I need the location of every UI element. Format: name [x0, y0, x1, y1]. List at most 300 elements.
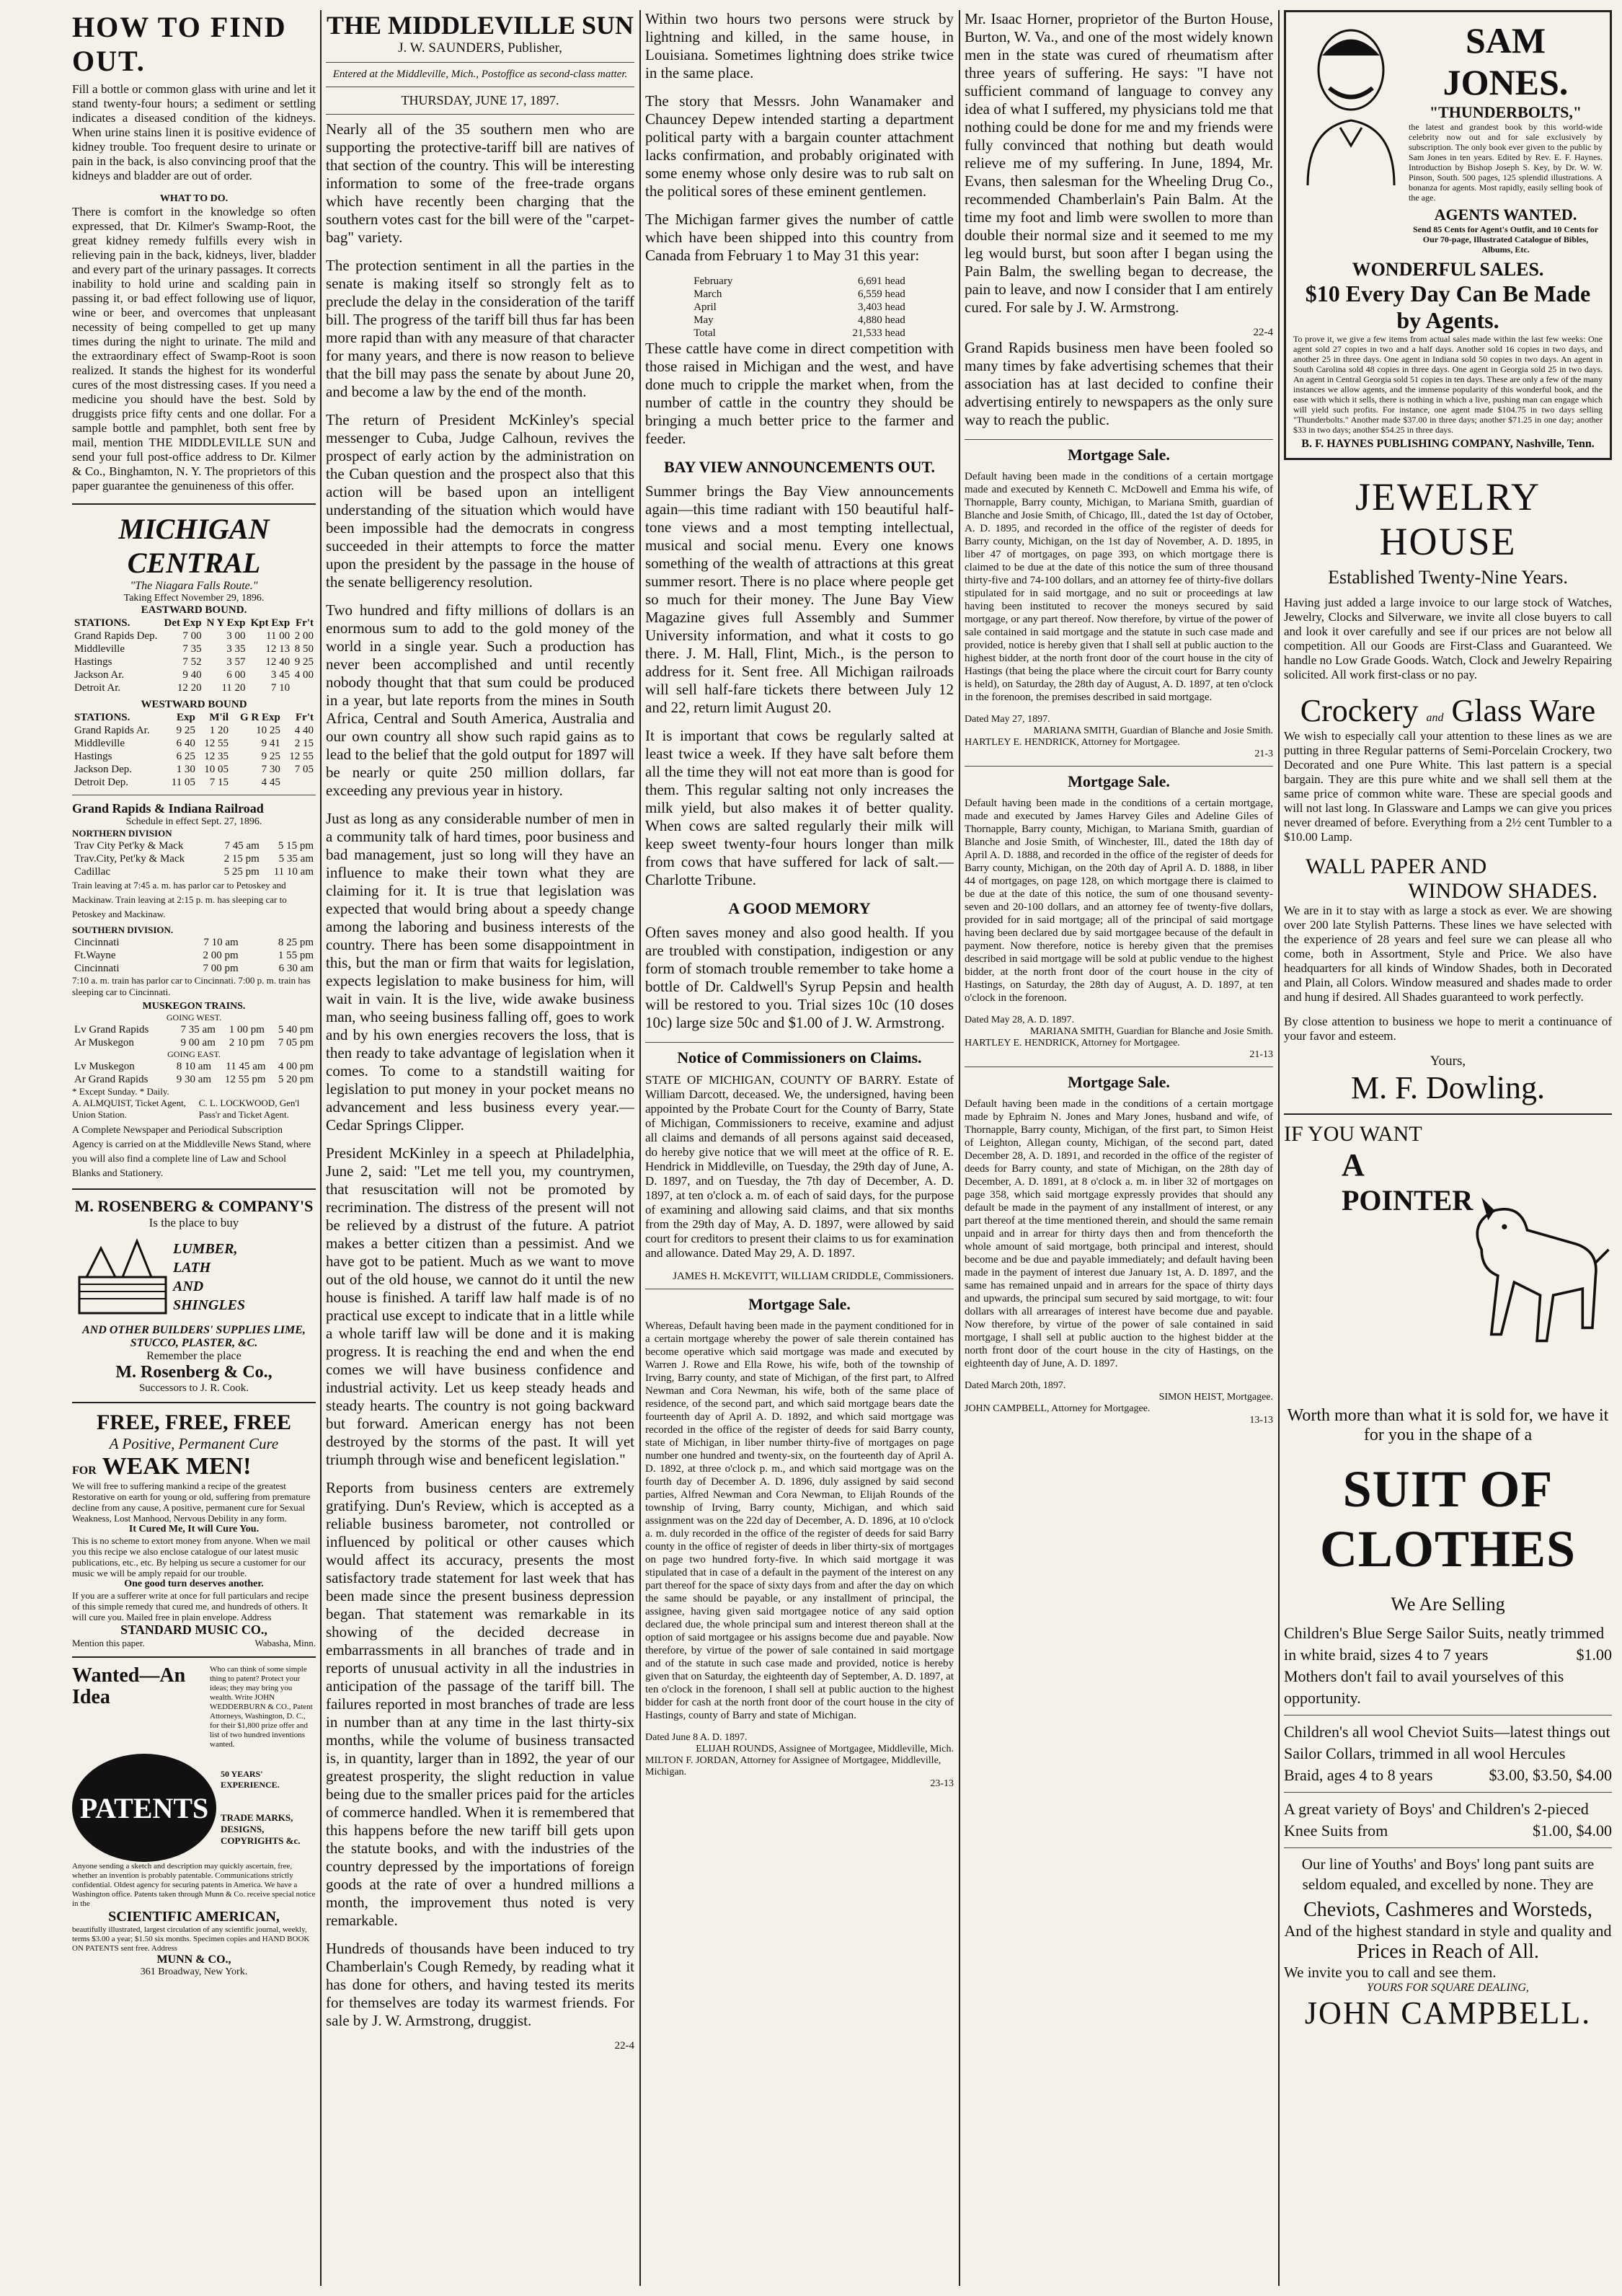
table-row [72, 655, 316, 668]
editorial-paragraph: Reports from business centers are extremely gratifying. Dun's Review, which is accepted as a reliable business barometer, not controlled or influenced by political or other causes which would affect its accuracy, presents the most satisfactory trade statement for last week that has been made since the present business depression began. That statement was remarkable in its showing of the decided decrease in embarrassments in all branches of trade and in reports of unusual activity in all the industries in anticipation of the passage of the tariff bill. The failures reported in most branches of trade are less in number than at any time in the last thirty-six months, while the volume of business transacted is, in quantity, larger than in 1892, the year of our greatest prosperity, the slight reduction in value being due to the smaller prices paid for the articles of commerce handled. When it is remembered that this happens before the new tariff bill gets upon the statute books, and with the industries of the country depressed by the importations of foreign goods at the rate of over a hundred millions a month, the improvement thus noted is very remarkable. [326, 1479, 634, 1929]
ref-number: 22-4 [614, 2040, 634, 2052]
item-1-line-2: in white braid, sizes 4 to 7 years [1284, 1646, 1489, 1664]
close-text: By close attention to business we hope to merit a continuance of your favor and esteem. [1284, 1015, 1612, 1043]
mortgage-1-ref: 21-3 [1254, 749, 1273, 759]
eastbound-cell: 12 20 [177, 682, 202, 694]
jewelry-text: Having just added a large invoice to our large stock of Watches, Jewelry, Clocks and Silverware, we invite all close buyers to call and look it over carefully and see if our prices are not below all competition. All our Goods are First-Class and Guaranteed. We handle no Low Grade Goods. Watch, Clock and Jewelry Repairing solicited. All work first-class or no pay. [1284, 596, 1612, 681]
mortgage-1-text: Default having been made in the conditions of a certain mortgage made and executed by Kenneth C. McDowell and Emma his wife, of Thornapple, Barry county, Michigan, to Mariana Smith, guardian of Blanche and Josie Smith, of Chicago, Ill., dated the 1st day of October, A. D. 1895, and recorded in the office of the register of deeds for Barry county, Michigan, on the 1st day of November, A. D. 1895, in liber 47 of mortgages, on page 393, on which mortgage there is claimed to be due at the date of this notice the sum of three thousand thirty-five and 74-100 dollars, and an attorney fee of thirty-five dollars stipulated for in said mortgage, and no suit or proceedings at law having been instituted to recover the moneys secured by said mortgage, or any part thereof. Now therefore, by virtue of the power of sale contained in said mortgage and the statute in such case made and provided, notice is hereby given that I shall sell at public auction to the highest bidder, at the north front door of the court house in the city of Hastings (that being the place where the circuit court for Barry county is held), on Saturday, the 28th day of August, A. D. 1897, at ten o'clock in the forenoon, the premises described in said mortgage. [965, 471, 1273, 703]
muskegon-east-table [72, 1060, 316, 1086]
westbound-cell: 10 25 [256, 725, 280, 736]
dowling: M. F. Dowling. [1350, 1070, 1546, 1105]
muskegon-east-cell: 5 20 pm [278, 1074, 314, 1085]
lumber-yard-icon [72, 1234, 173, 1320]
weak-men: WEAK MEN! [102, 1453, 252, 1480]
weak-text-3: If you are a sufferer write at once for full particulars and recipe of this simple remedy that cured me, and hundreds of others. It will cure you. Mailed free in plain envelope. Address [72, 1590, 309, 1622]
muskegon-west-cell: 1 00 pm [229, 1024, 265, 1036]
editorial-paragraph: The return of President McKinley's special messenger to Cuba, Judge Calhoun, revives the prospect of early action by the administration on the Cuban question and the prospect also that this action will be based upon an intelligent understanding of the situation which would have been impossible had the democrats in congress succeeded in their attempts to force the matter upon the president by the passage in the house of the senate belligerency resolution. [326, 411, 634, 591]
westbound-header: Exp [177, 712, 195, 723]
muskegon-west-cell: 9 00 am [180, 1037, 216, 1048]
glassware: Glass Ware [1451, 693, 1596, 728]
article-cattle: The Michigan farmer gives the number of cattle which have been shipped into this country from Canada from February 1 to May 31 this year: [645, 211, 954, 264]
southern-cell: 7 10 am [203, 937, 239, 948]
muskegon-east-cell: 9 30 am [176, 1074, 212, 1085]
westbound-heading: WESTWARD BOUND [141, 699, 247, 710]
divider [326, 114, 634, 115]
westbound-cell: 9 41 [261, 738, 280, 749]
westbound-cell: 10 05 [204, 764, 229, 775]
westbound-cell: 6 40 [176, 738, 195, 749]
eastbound-cell: Detroit Ar. [74, 682, 121, 694]
crockery-text: We wish to especially call your attention to these lines as we are putting in three Regular patterns of Semi-Porcelain Crockery, two Decorated and one Pure White. This last pattern is a special bargain. They are this pure white and we shall sell them at the same price of common white ware. These are special goods and will not last long. In Glassware and Lamps we can give you prices never dreamed of before. Everything from a 2½ cent Tumbler to a $10.00 Lamp. [1284, 729, 1612, 844]
remember: Remember the place [146, 1350, 241, 1362]
eastbound-cell: 9 40 [182, 669, 202, 681]
eastbound-cell: 8 50 [294, 643, 314, 655]
rosenberg-name: M. Rosenberg & Co., [115, 1363, 272, 1382]
item-1-price: $1.00 [1576, 1646, 1612, 1664]
highest-standard: And of the highest standard in style and quality and [1284, 1922, 1612, 1940]
muskegon-east-cell: Ar Grand Rapids [74, 1074, 149, 1085]
article-cattle-2: These cattle have come in direct competition with those raised in Michigan and the west, and have done much to cripple the market when, from the number of cattle in the country they should be bringing a much better price to the farmer and feeder. [645, 340, 954, 447]
cattle-cell: 6,691 head [857, 275, 905, 287]
established: Established Twenty-Nine Years. [1328, 567, 1568, 588]
item-2-line-2: Sailor Collars, trimmed in all wool Hercules [1284, 1744, 1566, 1762]
item-1 [1284, 1622, 1612, 1709]
divider [72, 503, 316, 505]
divider [1284, 1715, 1612, 1716]
westbound-header: Fr't [296, 712, 314, 723]
eastbound-cell [292, 681, 316, 694]
agent-1: A. ALMQUIST, Ticket Agent, Union Station. [72, 1098, 186, 1120]
editorial-paragraph: Just as long as any considerable number of men in a community talk of hard times, poor business and bad management, just so long will they have an influence to make their town what they are claiming for it. It is true that legislation was expected that would bring about a speedy change among the laboring and business interests of the country. There has been some disappointment in this, but the man or firm that waits for legislation, expects legislation to make business for him, will wait in vain. It is the live, wide awake business man, who seeing business falling off, goes to work and by his own energies recovers the loss, that is then ready to take advantage of legislation when it comes. To come to a standstill waiting for legislation to put money in your pocket means no advancement and less business every year.—Cedar Springs Clipper. [326, 810, 634, 1134]
northern-cell: 7 45 am [224, 840, 260, 852]
column-rule [320, 10, 322, 2286]
table-row [72, 1060, 316, 1073]
muskegon-west-cell: Ar Muskegon [74, 1037, 134, 1048]
southern-table [72, 936, 316, 975]
cattle-cell: 21,533 head [852, 327, 905, 339]
southern-cell: 2 00 pm [203, 950, 239, 961]
westbound-cell: Detroit Dep. [74, 777, 128, 788]
divider [72, 1656, 316, 1658]
northern-cell: Cadillac [74, 866, 110, 878]
westbound-cell: 1 30 [176, 764, 195, 775]
for-label: FOR [72, 1465, 97, 1477]
eastbound-cell: 12 40 [265, 656, 291, 668]
mortgage-text: Whereas, Default having been made in the payment conditioned for in a certain mortgage whereby the power of sale therein contained has become operative which said mortgage was made and executed by Warren J. Rowe and Ella Rowe, his wife, both of the township of Irving, Barry county, and state of Michigan, of the first part, to Alfred Newman and Cora Newman, his wife, both of the same place of residence, of the second part, and which said mortgage bears date the fourteenth day of April A. D. 1892, and which said mortgage was recorded in the office of the register of deeds for said Barry county, state of Michigan, in liber number thirty-five of mortgages on page number one hundred and twenty-six, on the fourteenth day of April A. D. 1892, at three o'clock p. m., and which said mortgage was on the fourth day of December A. D. 1896, duly assigned by said second parties, Alfred Newman and Cora Newman, to Elijah Rounds of the township of Irving, Barry county, Michigan, and which said assignment was on the 22d day of December, A. D. 1896, at 10 o'clock a. m. duly recorded in the office of the register of deeds for said Barry county in the office of register of deeds in liber thirty-six of mortgages on page two hundred forty-five. In which said mortgage it was stipulated that in case of a default in the payment of the interest on any part thereof for the space of sixty days from and after the day on which the same should be payable, or any installment of principal, the assignee, having given said mortgagee notice of any said option declared due, the whole principal sum and interest thereon shall at the option of said mortgagee or his assigns become due and payable. Now therefore, by virtue of the power of sale contained in said mortgage and of the statute in such case made and provided, notice is hereby given that on Saturday, the eighteenth day of September, A. D. 1897, at ten o'clock in the forenoon, I shall sell at public auction to the highest bidder for cash at the north front door of the court house in the city of Hastings, county of Barry and state of Michigan. [645, 1320, 954, 1721]
window-shades: WINDOW SHADES. [1408, 879, 1597, 903]
eastbound-cell: 11 00 [265, 630, 291, 642]
mortgage-1-date: Dated May 27, 1897. [965, 714, 1050, 725]
muskegon-west-cell: Lv Grand Rapids [74, 1024, 149, 1036]
pointer: POINTER [1342, 1184, 1473, 1217]
westbound-cell: 6 25 [176, 751, 195, 762]
eastbound-header: Fr't [296, 617, 314, 629]
mortgage-1-atty: HARTLEY E. HENDRICK, Attorney for Mortgagee. [965, 737, 1180, 748]
item-2-price: $3.00, $3.50, $4.00 [1489, 1766, 1612, 1784]
cheviots: Cheviots, Cashmeres and Worsteds, [1303, 1899, 1592, 1921]
muskegon-east-cell: Lv Muskegon [74, 1061, 135, 1072]
cattle-cell: April [693, 301, 717, 313]
wanted-text: Who can think of some simple thing to patent? Protect your ideas; they may bring you wealth. Write JOHN WEDDERBURN & CO., Patent Attorneys, Washington, D. C., for their $1,800 prize offer and list of two hundred inventions wanted. [210, 1665, 313, 1749]
invite: We invite you to call and see them. [1284, 1964, 1497, 1981]
westbound-cell: 9 25 [261, 751, 280, 762]
southern-division: SOUTHERN DIVISION. [72, 924, 174, 935]
mortgage-2-title: Mortgage Sale. [1068, 772, 1170, 790]
item-3 [1284, 1798, 1612, 1842]
commissioners-text: STATE OF MICHIGAN, COUNTY OF BARRY. Estate of William Darcott, deceased. We, the undersigned, having been appointed by the Probate Court for the County of Barry, State of Michigan, Commissioners to receive, examine and adjust all claims and demands of all persons against said deceased, do hereby give notice that we will meet at the office of R. E. Hendrick in Middleville, on Tuesday, the 29th day of June, A. D. 1897, and on Tuesday, the 7th day of December, A. D. 1897, at ten o'clock a. m. of each of said days, for the purpose of examining and allowing said claims, and that six months from the 29th day of May, A. D. 1897, were allowed by said court for creditors to present their claims to us for examination and allowance. Dated May 29, A. D. 1897. [645, 1073, 954, 1260]
muskegon-east-cell: 12 55 pm [224, 1074, 266, 1085]
years-experience: 50 YEARS' EXPERIENCE. [221, 1769, 280, 1790]
rosenberg-supplies: AND OTHER BUILDERS' SUPPLIES LIME, STUCCO, PLASTER, &C. [82, 1324, 306, 1349]
cattle-cell: 3,403 head [857, 301, 905, 313]
ten-dollars: $10 Every Day Can Be Made by Agents. [1305, 281, 1591, 333]
wallpaper-text: We are in it to stay with as large a stock as ever. We are showing over 200 late Stylish Patterns. These lines we have selected with the experience of 28 years and feel sure we can please all who come, both in Assortment, Style and Price. We also have headquarters for all kinds of Window Shades, both in Decorated and Plain, all Colors. Window measured and shades made to order and hung if desired. All Shades guaranteed to work perfectly. [1284, 904, 1612, 1004]
westbound-cell: Jackson Dep. [74, 764, 132, 775]
westbound-cell: 11 05 [171, 777, 195, 788]
table-row [72, 681, 316, 694]
mc-subtitle: "The Niagara Falls Route." [130, 580, 258, 592]
table-row [72, 1073, 316, 1086]
sci-text: beautifully illustrated, largest circulation of any scientific journal, weekly, terms $3.00 a year; $1.50 six months. Specimen copies and HAND BOOK ON PATENTS sent free. Address [72, 1925, 310, 1953]
southern-cell: 6 30 am [278, 963, 314, 974]
eastbound-cell: 9 25 [294, 656, 314, 668]
table-row [72, 643, 316, 655]
mortgage-2-atty: HARTLEY E. HENDRICK, Attorney for Mortgagee. [965, 1038, 1180, 1048]
suit-of-clothes: SUIT OF CLOTHES [1319, 1460, 1577, 1578]
muskegon-heading: MUSKEGON TRAINS. [142, 1001, 246, 1012]
eastbound-cell: 3 57 [226, 656, 246, 668]
table-row [72, 630, 316, 643]
yours: Yours, [1430, 1054, 1466, 1069]
sci-am: SCIENTIFIC AMERICAN, [108, 1909, 280, 1925]
westbound-cell: Grand Rapids Ar. [74, 725, 150, 736]
table-row [72, 763, 316, 776]
mortgage-title: Mortgage Sale. [748, 1295, 851, 1313]
sam-jones-send: Send 85 Cents for Agent's Outfit, and 10 Cents for Our 70-page, Illustrated Catalogue of Bibles, Albums, Etc. [1412, 224, 1599, 255]
standard-music: STANDARD MUSIC CO., [120, 1622, 267, 1637]
eastbound-cell: 7 00 [182, 630, 202, 642]
column-1 [72, 10, 316, 2286]
editorial-paragraph: Two hundred and fifty millions of dollars is an enormous sum to add to the gold money of the world in a single year. Such a production has never been accomplished and until recently nobody thought that that sum could be produced in a year, but late reports from the mines in South Africa, Central and South America, Australia and our own country all show such rapid gains as to lead to the belief that the gold output for 1897 will be nearly or quite 250 million dollars, far exceeding any previous year in history. [326, 601, 634, 799]
divider [965, 766, 1273, 767]
divider [72, 1188, 316, 1190]
good-turn: One good turn deserves another. [124, 1578, 264, 1589]
haynes: B. F. HAYNES PUBLISHING COMPANY, Nashville, Tenn. [1301, 438, 1595, 450]
westbound-cell: 12 55 [204, 738, 229, 749]
crockery: Crockery [1300, 693, 1419, 728]
table-row [72, 750, 316, 763]
michigan-central-title: MICHIGAN CENTRAL [118, 513, 270, 579]
thunderbolts: "THUNDERBOLTS," [1429, 103, 1582, 121]
eastbound-cell: 2 00 [294, 630, 314, 642]
northern-division: NORTHERN DIVISION [72, 828, 172, 839]
column-rule [639, 10, 641, 2286]
editorial-paragraph: Nearly all of the 35 southern men who are supporting the protective-tariff bill are natives of that section of the country. This will be interesting information to some of the free-trade organs which have recently been charging that the southern votes cast for the bill were of the "carpet-bag" variety. [326, 120, 634, 246]
going-west: GOING WEST. [166, 1012, 222, 1023]
column-2 [326, 10, 634, 2286]
agents-wanted: AGENTS WANTED. [1434, 206, 1577, 224]
mortgage-3-ref: 13-13 [1249, 1415, 1273, 1426]
howto-text-2: There is comfort in the knowledge so often expressed, that Dr. Kilmer's Swamp-Root, the great kidney remedy fulfills every wish in relieving pain in the back, kidneys, liver, bladder and every part of the urinary passages. It corrects inability to hold urine and scalding pain in passing it, or bad effect following use of liquor, wine or beer, and overcomes that unpleasant necessity of being compelled to get up many times during the night to urinate. The mild and the extraordinary effect of Swamp-Root is soon realized. It stands the highest for its wonderful cures of the most distressing cases. If you need a medicine you should have the best. Sold by druggists price fifty cents and one dollar. For a sample bottle and pamphlet, both sent free by mail, mention THE MIDDLEVILLE SUN and send your full post-office address to Dr. Kilmer & Co., Binghamton, N. Y. The proprietors of this paper guarantee the genuineness of this offer. [72, 205, 316, 493]
item-1-line-1: Children's Blue Serge Sailor Suits, neatly trimmed [1284, 1624, 1605, 1642]
westbound-cell: 7 05 [294, 764, 314, 775]
muskegon-east-cell: 11 45 am [226, 1061, 266, 1072]
eastbound-cell: Hastings [74, 656, 112, 668]
mortgage-atty: MILTON F. JORDAN, Attorney for Assignee of Mortgagee, Middleville, Michigan. [645, 1755, 941, 1778]
column-4 [965, 10, 1273, 2286]
rosenberg-title: M. ROSENBERG & COMPANY'S [74, 1197, 314, 1215]
mortgage-2-text: Default having been made in the conditions of a certain mortgage, made and executed by James Harvey Giles and Adeline Giles of Thornapple, Barry county, Michigan, to Mariana Smith, guardian of Blanche and Josie Smith, of Winchester, Ill., dated the 18th day of April A. D. 1888, and recorded in the office of the register of deeds for Barry county, Michigan, on the 20th day of April A. D. 1888, in liber 44 of mortgages, on page 128, on which mortgage there is claimed to be due at the date of this notice, the sum of one thousand seventy-seven and 20-100 dollars, and an attorney fee of twenty-five dollars, provided for in said mortgage; all of the principal of said mortgage having been declared due by said mortgagee because of the default in payment. Now therefore, notice is hereby given that the premises described in said mortgage will be sold at public vendue to the highest bidder, at the north front door of the court house in the city of Hastings, on Saturday, the 28th day of August, A. D. 1897, at ten o'clock in the forenoon. [965, 798, 1273, 1004]
divider [1284, 1847, 1612, 1848]
patents-text: Anyone sending a sketch and description may quickly ascertain, free, whether an invention is probably patentable. Communications strictly confidential. Oldest agency for securing patents in America. We have a Washington office. Patents taken through Munn & Co. receive special notice in the [72, 1862, 316, 1908]
munn-addr: 361 Broadway, New York. [140, 1966, 248, 1977]
trademarks: TRADE MARKS, DESIGNS, COPYRIGHTS &c. [221, 1812, 301, 1846]
rosenberg-items: LUMBER, LATH AND SHINGLES [173, 1241, 246, 1313]
column-rule [959, 10, 960, 2286]
northern-cell: Trav.City, Pet'ky & Mack [74, 853, 185, 865]
john-campbell: JOHN CAMPBELL. [1304, 1995, 1592, 2031]
eastbound-cell: 11 20 [221, 682, 246, 694]
mothers: Mothers don't fail to avail yourselves of this opportunity. [1284, 1667, 1564, 1707]
cattle-table [691, 275, 908, 340]
table-row [72, 668, 316, 681]
eastbound-cell: 7 10 [270, 682, 291, 694]
eastbound-header: Kpt Exp [250, 617, 291, 629]
table-row [72, 936, 316, 949]
northern-cell: Trav City Pet'ky & Mack [74, 840, 184, 852]
jewelry-house: JEWELRY HOUSE [1355, 475, 1541, 563]
we-are-selling: We Are Selling [1391, 1594, 1505, 1615]
howto-title: HOW TO FIND OUT. [72, 11, 287, 77]
column-3 [645, 10, 954, 2286]
muskegon-west-table [72, 1023, 316, 1049]
westbound-cell: 9 25 [176, 725, 195, 736]
eastbound-cell: Grand Rapids Dep. [74, 630, 158, 642]
northern-table [72, 839, 316, 878]
publisher: J. W. SAUNDERS, Publisher, [398, 40, 562, 56]
table-row [691, 314, 908, 327]
mortgage-3-date: Dated March 20th, 1897. [965, 1380, 1066, 1391]
eastbound-header: STATIONS. [74, 617, 130, 629]
southern-cell: Ft.Wayne [74, 950, 116, 961]
northern-cell: 5 25 pm [223, 866, 260, 878]
table-row [691, 288, 908, 301]
eastbound-cell: 3 45 [270, 669, 291, 681]
eastbound-heading: EASTWARD BOUND. [141, 604, 247, 616]
article-memory: Often saves money and also good health. If you are troubled with constipation, indigestion or any form of stomach trouble remember to take home a bottle of Dr. Caldwell's Syrup Pepsin and health will be restored to you. Trial sizes 10c (10 doses 10c) large size 50c and $1.00 of J. W. Armstrong. [645, 924, 954, 1031]
daily-note: * Except Sunday. * Daily. [72, 1086, 169, 1097]
westbound-cell: Middleville [74, 738, 125, 749]
free-heading: FREE, FREE, FREE [96, 1410, 292, 1434]
northern-cell: 5 35 am [278, 853, 314, 865]
article-lightning: Within two hours two persons were struck by lightning and killed, in the same house, in Louisiana. Sometimes lightning does strike twice in the same place. [645, 10, 954, 81]
cattle-cell: March [693, 288, 722, 300]
gri-schedule: Schedule in effect Sept. 27, 1896. [125, 816, 262, 827]
northern-cell: 5 15 pm [278, 840, 314, 852]
westbound-cell: 1 20 [209, 725, 229, 736]
rosenberg-place: Is the place to buy [149, 1216, 239, 1229]
item-3-line-2: Knee Suits from [1284, 1822, 1388, 1840]
table-row [691, 327, 908, 340]
howto-text: Fill a bottle or common glass with urine and let it stand twenty-four hours; a sediment or settling indicates a diseased condition of the kidneys. When urine stains linen it is positive evidence of kidney trouble. Too frequent desire to urinate or pain in the back, is also convincing proof that the kidneys and bladder are out of order. [72, 82, 316, 182]
northern-note: Train leaving at 7:45 a. m. has parlor car to Petoskey and Mackinaw. Train leaving at 2:15 p. m. has sleeping car to Petoskey and Mackinaw. [72, 880, 287, 919]
divider [1284, 1792, 1612, 1793]
bayview-title: BAY VIEW ANNOUNCEMENTS OUT. [663, 458, 936, 476]
mortgage-3-title: Mortgage Sale. [1068, 1073, 1170, 1091]
weak-text-2: This is no scheme to extort money from anyone. When we mail you this recipe we also enclose catalogue of our latest music publications, etc., etc. By helping us secure a customer for our music we will be amply repaid for our trouble. [72, 1535, 311, 1578]
cattle-cell: February [693, 275, 733, 287]
table-row [72, 962, 316, 975]
youths-text: Our line of Youths' and Boys' long pant suits are seldom equaled, and excelled by none. They are [1301, 1855, 1595, 1893]
sam-jones-ad [1284, 10, 1612, 460]
table-row [72, 852, 316, 865]
eastbound-header: N Y Exp [206, 617, 246, 629]
eastbound-table [72, 617, 316, 694]
westbound-cell: 4 45 [261, 777, 280, 788]
sam-jones-text: the latest and grandest book by this world-wide celebrity now out and for sale exclusively by subscription. The only book ever given to the public by Sam Jones in ten years. Edited by Rev. E. F. Haynes. Introduction by Bishop Joseph S. Key, by Dr. W. W. Pinson, South. 500 pages, 125 splendid illustrations. A bonanza for agents. Most rapidly, easily selling book of the age. [1409, 122, 1603, 203]
article-wanamaker: The story that Messrs. John Wanamaker and Chauncey Depew intended starting a department political party with a bargain counter attachment lacks confirmation, and probably originated with some enemy whose only desire was to rub salt on the political sores of these eminent gentlemen. [645, 92, 954, 200]
successors: Successors to J. R. Cook. [138, 1382, 249, 1394]
muskegon-east-cell: 8 10 am [176, 1061, 212, 1072]
editorial-paragraph: President McKinley in a speech at Philadelphia, June 2, said: "Let me tell you, my countrymen, that resuscitation will not be promoted by recrimination. The distress of the present will not be relieved by a distrust of the future. A patriot makes a better citizen than a pessimist. And we have got to be patient. Much as we want to move out of the old house, we cannot do it until the new house is finished. A tariff law half made is of no practical use except to indicate that in a little while a whole tariff law will be done and it is making progress. It is reaching the end and when the end comes we will have business confidence and industrial activity. Let us keep steady heads and steady hearts. The country is not going backward but forward. American energy has not been destroyed by the storms of the past. It will yet triumph through wise and beneficent legislation." [326, 1144, 634, 1468]
eastbound-cell: 4 00 [294, 669, 314, 681]
eastbound-header: Det Exp [164, 617, 202, 629]
column-rule [1278, 10, 1280, 2286]
divider [965, 439, 1273, 440]
table-row [72, 737, 316, 750]
southern-cell: 7 00 pm [203, 963, 239, 974]
westbound-header: STATIONS. [74, 712, 130, 723]
a-word: A [1342, 1147, 1365, 1183]
westbound-cell: Hastings [74, 751, 112, 762]
mortgage-1-title: Mortgage Sale. [1068, 446, 1170, 464]
table-row [72, 724, 316, 737]
mortgage-3-atty: JOHN CAMPBELL, Attorney for Mortgagee. [965, 1403, 1151, 1414]
wanted-title: Wanted—An Idea [72, 1664, 186, 1708]
whattodo-heading: WHAT TO DO. [159, 193, 229, 204]
item-2-line-3: Braid, ages 4 to 8 years [1284, 1766, 1433, 1784]
prices-reach: Prices in Reach of All. [1357, 1940, 1539, 1963]
if-you-want: IF YOU WANT [1284, 1122, 1422, 1146]
cattle-cell: 4,880 head [857, 314, 905, 326]
divider [72, 1402, 316, 1403]
crockery-heading [1284, 692, 1612, 729]
eastbound-cell: Jackson Ar. [74, 669, 125, 681]
masthead: THE MIDDLEVILLE SUN [326, 11, 634, 40]
muskegon-west-cell: 7 05 pm [278, 1037, 314, 1048]
commissioners-sign: JAMES H. McKEVITT, WILLIAM CRIDDLE, Commissioners. [673, 1271, 954, 1282]
cured: It Cured Me, It will Cure You. [128, 1524, 260, 1535]
agent-2: C. L. LOCKWOOD, Gen'l Pass'r and Ticket Agent. [198, 1098, 300, 1120]
article-grand-rapids: Grand Rapids business men have been fooled so many times by fake advertising schemes that their association has at last decided to confine their advertising entirely to newspapers as the only sure way to reach the public. [965, 339, 1273, 428]
muskegon-west-cell: 2 10 pm [229, 1037, 265, 1048]
pointer-dog-icon [1442, 1147, 1612, 1392]
table-row [72, 776, 316, 789]
wabasha: Wabasha, Minn. [254, 1638, 316, 1648]
column-5 [1284, 10, 1612, 2286]
table-row [72, 949, 316, 962]
item-3-line-1: A great variety of Boys' and Children's 2-pieced [1284, 1800, 1589, 1818]
westbound-cell: 7 15 [209, 777, 229, 788]
mortgage-sign: ELIJAH ROUNDS, Assignee of Mortgagee, Middleville, Mich. [696, 1744, 954, 1754]
westbound-cell [283, 776, 316, 789]
westbound-cell: 7 30 [261, 764, 280, 775]
table-row [72, 839, 316, 852]
divider [1284, 1113, 1612, 1115]
mortgage-3-sign: SIMON HEIST, Mortgagee. [1158, 1392, 1273, 1403]
southern-cell: 1 55 pm [278, 950, 314, 961]
eastbound-cell: 12 13 [265, 643, 291, 655]
sam-jones-text-2: To prove it, we give a few items from actual sales made within the last few weeks: One agent sold 27 copies in two and a half days. Another sold 16 copies in two days, and another 25 in three days. One agent in Indiana sold 50 copies in two days. An agent in South Carolina sold 48 copies in three days. One agent in Georgia sold 25 in two days. An agent in Central Georgia sold 51 copies in ten days. These are only a few of the many instances we allow agents, and the immense popularity of this wonderful book, and the ease with which it sells, there is nothing in which a live, pushing man can engage which will yield such profits. For instance, one agent made $104.75 in two days selling "Thunderbolts." Another made $37.00 in three days; another $71.25 in one day; another $33 in two days; another $54.25 in three days. [1293, 334, 1603, 435]
article-horner: Mr. Isaac Horner, proprietor of the Burton House, Burton, W. Va., and one of the most widely known men in the state was cured of rheumatism after three years of suffering. He says: "I have not sufficient command of language to convey any idea of what I suffered, my physicians told me that nothing could be done for me and my friends were fully convinced that nothing but death would relieve me of my suffering. In June, 1894, Mr. Evans, then salesman for the Wheeling Drug Co., recommended Chamberlain's Pain Balm. At the time my foot and limb were swollen to more than double their normal size and it seemed to me my leg would burst, but soon after I began using the Pain Balm, the swelling began to decrease, the pain to leave, and now I consider that I am entirely cured. For sale by J. W. Armstrong. [965, 10, 1273, 316]
eastbound-cell: 7 35 [182, 643, 202, 655]
eastbound-cell: 3 35 [226, 643, 246, 655]
item-3-price: $1.00, $4.00 [1533, 1822, 1612, 1840]
westbound-header: G R Exp [239, 712, 280, 723]
mc-effect: Taking Effect November 29, 1896. [123, 593, 265, 604]
mortgage-2-date: Dated May 28, A. D. 1897. [965, 1015, 1075, 1025]
table-row [691, 301, 908, 314]
table-row [691, 275, 908, 288]
issue-date: THURSDAY, JUNE 17, 1897. [401, 93, 559, 107]
northern-cell: 2 15 pm [223, 853, 260, 865]
southern-cell: Cincinnati [74, 937, 120, 948]
northern-cell: 11 10 am [273, 866, 314, 878]
gri-title: Grand Rapids & Indiana Railroad [72, 801, 264, 816]
weak-text: We will free to suffering mankind a recipe of the greatest Restorative on earth for young or old, suffering from premature decline from any cause, A positive, permanent cure for Sexual Weakness, Lost Manhood, Nervous Debility in any form. [72, 1480, 311, 1524]
commissioners-title: Notice of Commissioners on Claims. [677, 1048, 922, 1067]
item-2-line-1: Children's all wool Cheviot Suits—latest things out [1284, 1723, 1610, 1741]
square-dealing: YOURS FOR SQUARE DEALING, [1367, 1982, 1529, 1994]
sam-jones-title: SAM JONES. [1442, 20, 1569, 102]
mortgage-2-sign: MARIANA SMITH, Guardian for Blanche and Josie Smith. [1029, 1026, 1273, 1037]
wallpaper: WALL PAPER AND [1306, 855, 1487, 878]
portrait-icon [1293, 19, 1409, 185]
table-row [72, 1036, 316, 1049]
cattle-cell: May [693, 314, 714, 326]
positive-cure: A Positive, Permanent Cure [109, 1435, 279, 1452]
cattle-cell: 6,559 head [857, 288, 905, 300]
memory-title: A GOOD MEMORY [728, 899, 871, 917]
mortgage-2-ref: 21-13 [1249, 1049, 1273, 1060]
mortgage-date: Dated June 8 A. D. 1897. [645, 1732, 748, 1743]
going-east: GOING EAST. [167, 1049, 221, 1059]
article-bayview: Summer brings the Bay View announcements again—this time radiant with 150 beautiful half-tone views and a most tempting intellectual, musical and social menu. Every one knows something of the wealth of attractions at this great summer resort. There is no place where people get so much for their money. The June Bay View Magazine gives full Assembly and Summer University information, and what it costs to go there. J. M. Hall, Flint, Mich., is the person to address for it. Sent free. All Michigan railroads will sell half-fare tickets there between July 12 and 22, return limit August 20. [645, 482, 954, 716]
southern-cell: 8 25 pm [278, 937, 314, 948]
cattle-cell: Total [693, 327, 716, 339]
mention: Mention this paper. [72, 1638, 145, 1648]
eastbound-cell: 3 00 [226, 630, 246, 642]
westbound-cell: 12 55 [289, 751, 314, 762]
table-row [72, 865, 316, 878]
divider [326, 62, 634, 63]
mortgage-3-text: Default having been made in the conditions of a certain mortgage made by Ephraim N. Jones and Mary Jones, husband and wife, of Thornapple, Barry county, Michigan, of the first part, to Simon Heist of Leighton, Allegan county, Michigan, of the second part, dated December 28, A. D. 1891, and recorded in the office of the register of deeds for Barry county, and state of Michigan, on the 28th day of December, A. D. 1891, at 8 o'clock a. m. in liber 32 of mortgages on page 358, which said mortgage expressly provides that should any default be made in the payment of any installment of interest, or any part thereof at the time mentioned therein, and should the same remain unpaid and in arrear for thirty days then and from thenceforth the whole amount of said mortgage, both principal and interest, should become and be due and payable immediately; and default having been made in the payment of interest due January 1st, A. D. 1897, and the same has remained unpaid and in arrears for the space of thirty days and upwards, the principal sum secured by said mortgage, to wit: four dollars with all arrearages of interest have become due and payable. Now therefore, by virtue of the power of sale contained in said mortgage, I shall sell at public auction to the highest bidder at the north front door of the court house in the city of Hastings, on the eighteenth day of June, A. D. 1897. [965, 1098, 1273, 1369]
article-cows: It is important that cows be regularly salted at least twice a week. If they have salt before them all the time they will not eat more than is good for them. This regular salting not only increases the milk yield, but also makes it of better quality. When cows are salted regularly their milk will keep sweet twenty-four hours longer than milk from cows that have suffered for lack of salt.—Charlotte Tribune. [645, 727, 954, 888]
editorial-paragraph: The protection sentiment in all the parties in the senate is making itself so strongly felt as to preclude the delay in the consideration of the tariff bill. The progress of the tariff bill thus far has been more rapid than with any measure of that character for many years, and there is now reason to believe that the bill may pass the senate by about June 20, and become a law by the end of the month. [326, 257, 634, 400]
westbound-cell: 4 40 [294, 725, 314, 736]
muskegon-east-cell: 4 00 pm [278, 1061, 314, 1072]
munn: MUNN & CO., [156, 1953, 231, 1966]
eastbound-cell: 6 00 [226, 669, 246, 681]
editorial-body [326, 120, 634, 2030]
muskegon-west-cell: 5 40 pm [278, 1024, 314, 1036]
westbound-cell: 2 15 [294, 738, 314, 749]
eastbound-cell: 7 52 [182, 656, 202, 668]
editorial-paragraph: Hundreds of thousands have been induced to try Chamberlain's Cough Remedy, by reading what it has done for others, and having tested its merits for themselves are today its warmest friends. For sale by J. W. Armstrong, druggist. [326, 1940, 634, 2029]
divider [645, 1042, 954, 1043]
and-word: and [1426, 712, 1444, 724]
wonderful-sales: WONDERFUL SALES. [1352, 259, 1544, 280]
